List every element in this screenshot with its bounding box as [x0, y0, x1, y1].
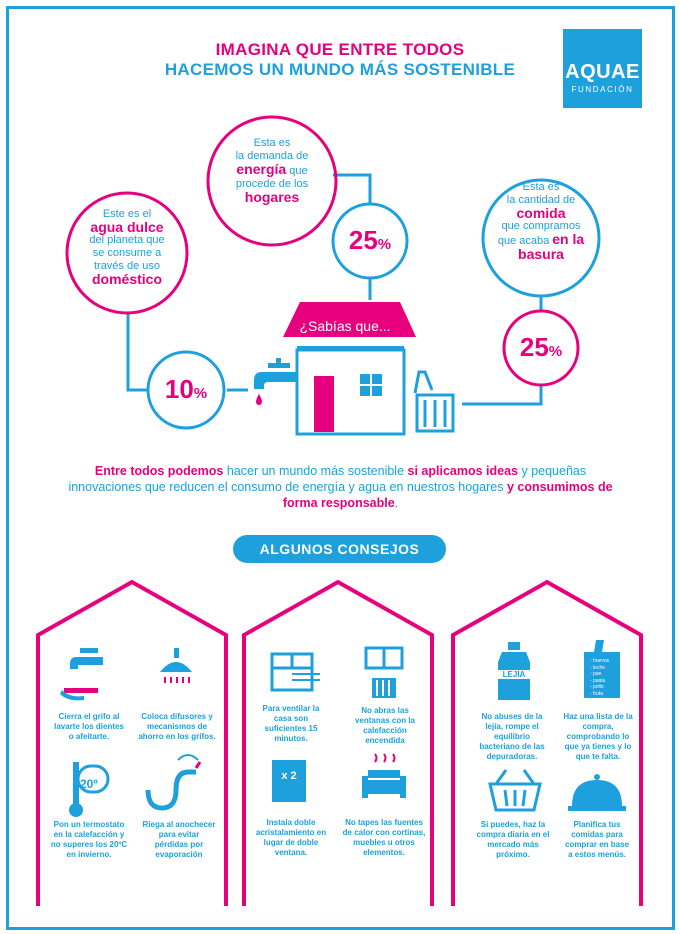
logo-name: AQUAE [565, 61, 640, 83]
food-line-2: la cantidad de [506, 194, 576, 206]
list-item: - fruta [590, 690, 604, 697]
shopping-basket-icon [490, 770, 540, 810]
list-item: - leche [590, 664, 606, 671]
water-percent-sign: % [193, 385, 208, 402]
food-line-5a: que acaba [497, 235, 553, 247]
food-line-1: Esta es [522, 181, 560, 193]
food-cloche-icon [568, 774, 626, 811]
main-p4: y pequeñas innovaciones que reducen el consumo de energía y agua en nuestros hogares [68, 464, 587, 494]
water-line-1: Este es el [102, 208, 152, 220]
food-percent [505, 332, 577, 363]
sofa-icon [362, 754, 406, 798]
thermostat-label: 20º [80, 777, 98, 791]
trash-bin-icon [415, 372, 453, 431]
food-line-4: que compramos [501, 220, 581, 232]
tip-energy-2: No abras las ventanas con la calefacción encendida [354, 706, 416, 745]
food-percent-value: 25 [519, 332, 549, 362]
tip-water-3: Pon un termostato en la calefacción y no superes los 20ºC en invierno. [50, 820, 128, 859]
energy-line-3a: energía [236, 161, 287, 177]
sabias-que-label: ¿Sabías que... [299, 318, 391, 334]
food-line-3: comida [516, 205, 566, 221]
logo-subtitle: FUNDACIÓN [571, 85, 634, 94]
list-item: - pollo [590, 684, 604, 690]
water-line-3: del planeta que [89, 234, 165, 246]
closed-window-radiator-icon [366, 648, 402, 698]
water-percent-value: 10 [164, 374, 194, 404]
house-walls [297, 350, 404, 434]
water-line-5: través de uso [93, 260, 161, 272]
main-paragraph [58, 463, 623, 511]
shower-diffuser-icon [160, 648, 192, 683]
energy-line-1: Esta es [253, 137, 291, 149]
water-info-text [72, 208, 182, 286]
main-p5: y consumimos de forma responsable [282, 480, 613, 510]
list-item: - pan [590, 671, 602, 677]
food-line-6: basura [518, 246, 564, 262]
energy-percent-value: 25 [348, 225, 378, 255]
food-percent-sign: % [548, 343, 563, 360]
tip-food-4: Planifica tus comidas para comprar en base a estos menús. [564, 820, 630, 859]
water-line-6: doméstico [91, 271, 162, 287]
title-line-2: HACEMOS UN MUNDO MÁS SOSTENIBLE [164, 60, 516, 79]
energy-line-2: la demanda de [235, 150, 309, 162]
house-door [314, 376, 334, 432]
food-to-house-line [462, 384, 541, 404]
main-p3: si aplicamos ideas [407, 464, 518, 478]
tip-water-2: Coloca difusores y mecanismos de ahorro en los grifos. [138, 712, 216, 741]
water-drop-icon [256, 394, 262, 405]
food-info-text [488, 181, 594, 261]
food-line-5b: en la [552, 231, 585, 247]
list-item: - huevos [590, 658, 610, 664]
tip-energy-3: Instala doble acristalamiento en lugar de doble ventana. [255, 818, 327, 857]
energy-info-text [216, 137, 328, 204]
tip-energy-4: No tapes las fuentes de calor con cortinas, muebles u otros elementos. [342, 818, 426, 857]
energy-percent-sign: % [377, 236, 392, 253]
main-p6: . [394, 496, 399, 510]
tip-water-4: Riega al anochecer para evitar pérdidas por evaporación [142, 820, 216, 859]
tip-energy-1: Para ventilar la casa son suficientes 15 minutos. [262, 704, 320, 743]
tap-icon [254, 358, 296, 389]
water-percent [150, 374, 222, 405]
main-p2: hacer un mundo más sostenible [223, 464, 408, 478]
list-item: - pasta [590, 677, 606, 684]
garden-hose-icon [148, 755, 200, 808]
water-line-4: se consume a [92, 247, 162, 259]
title-line-1: IMAGINA QUE ENTRE TODOS [215, 40, 465, 59]
shopping-list-items [590, 658, 625, 697]
tip-water-1: Cierra el grifo al lavarte los dientes o afeitarte. [54, 712, 124, 741]
water-line-2: agua dulce [90, 219, 164, 235]
tip-food-1: No abuses de la lejía, rompe el equilibrio bacteriano de las depuradoras. [479, 712, 545, 761]
main-p1: Entre todos podemos [94, 464, 224, 478]
bleach-label: LEJÍA [494, 670, 534, 679]
tip-food-3: Si puedes, haz la compra diaria en el mercado más próximo. [476, 820, 550, 859]
energy-line-4: procede de los [235, 178, 309, 190]
energy-line-5: hogares [244, 189, 300, 205]
double-glazing-label: x 2 [281, 770, 297, 782]
water-connector-line [128, 312, 148, 390]
window-ventilate-icon [272, 654, 320, 690]
energy-line-3b: que [286, 165, 308, 177]
tap-toothbrush-icon [60, 648, 103, 700]
section-title-badge: ALGUNOS CONSEJOS [233, 535, 446, 563]
tip-food-2: Haz una lista de la compra, comprobando lo que ya tienes y lo que te falta. [563, 712, 633, 761]
energy-percent [334, 225, 406, 256]
energy-connector-top [333, 175, 370, 204]
